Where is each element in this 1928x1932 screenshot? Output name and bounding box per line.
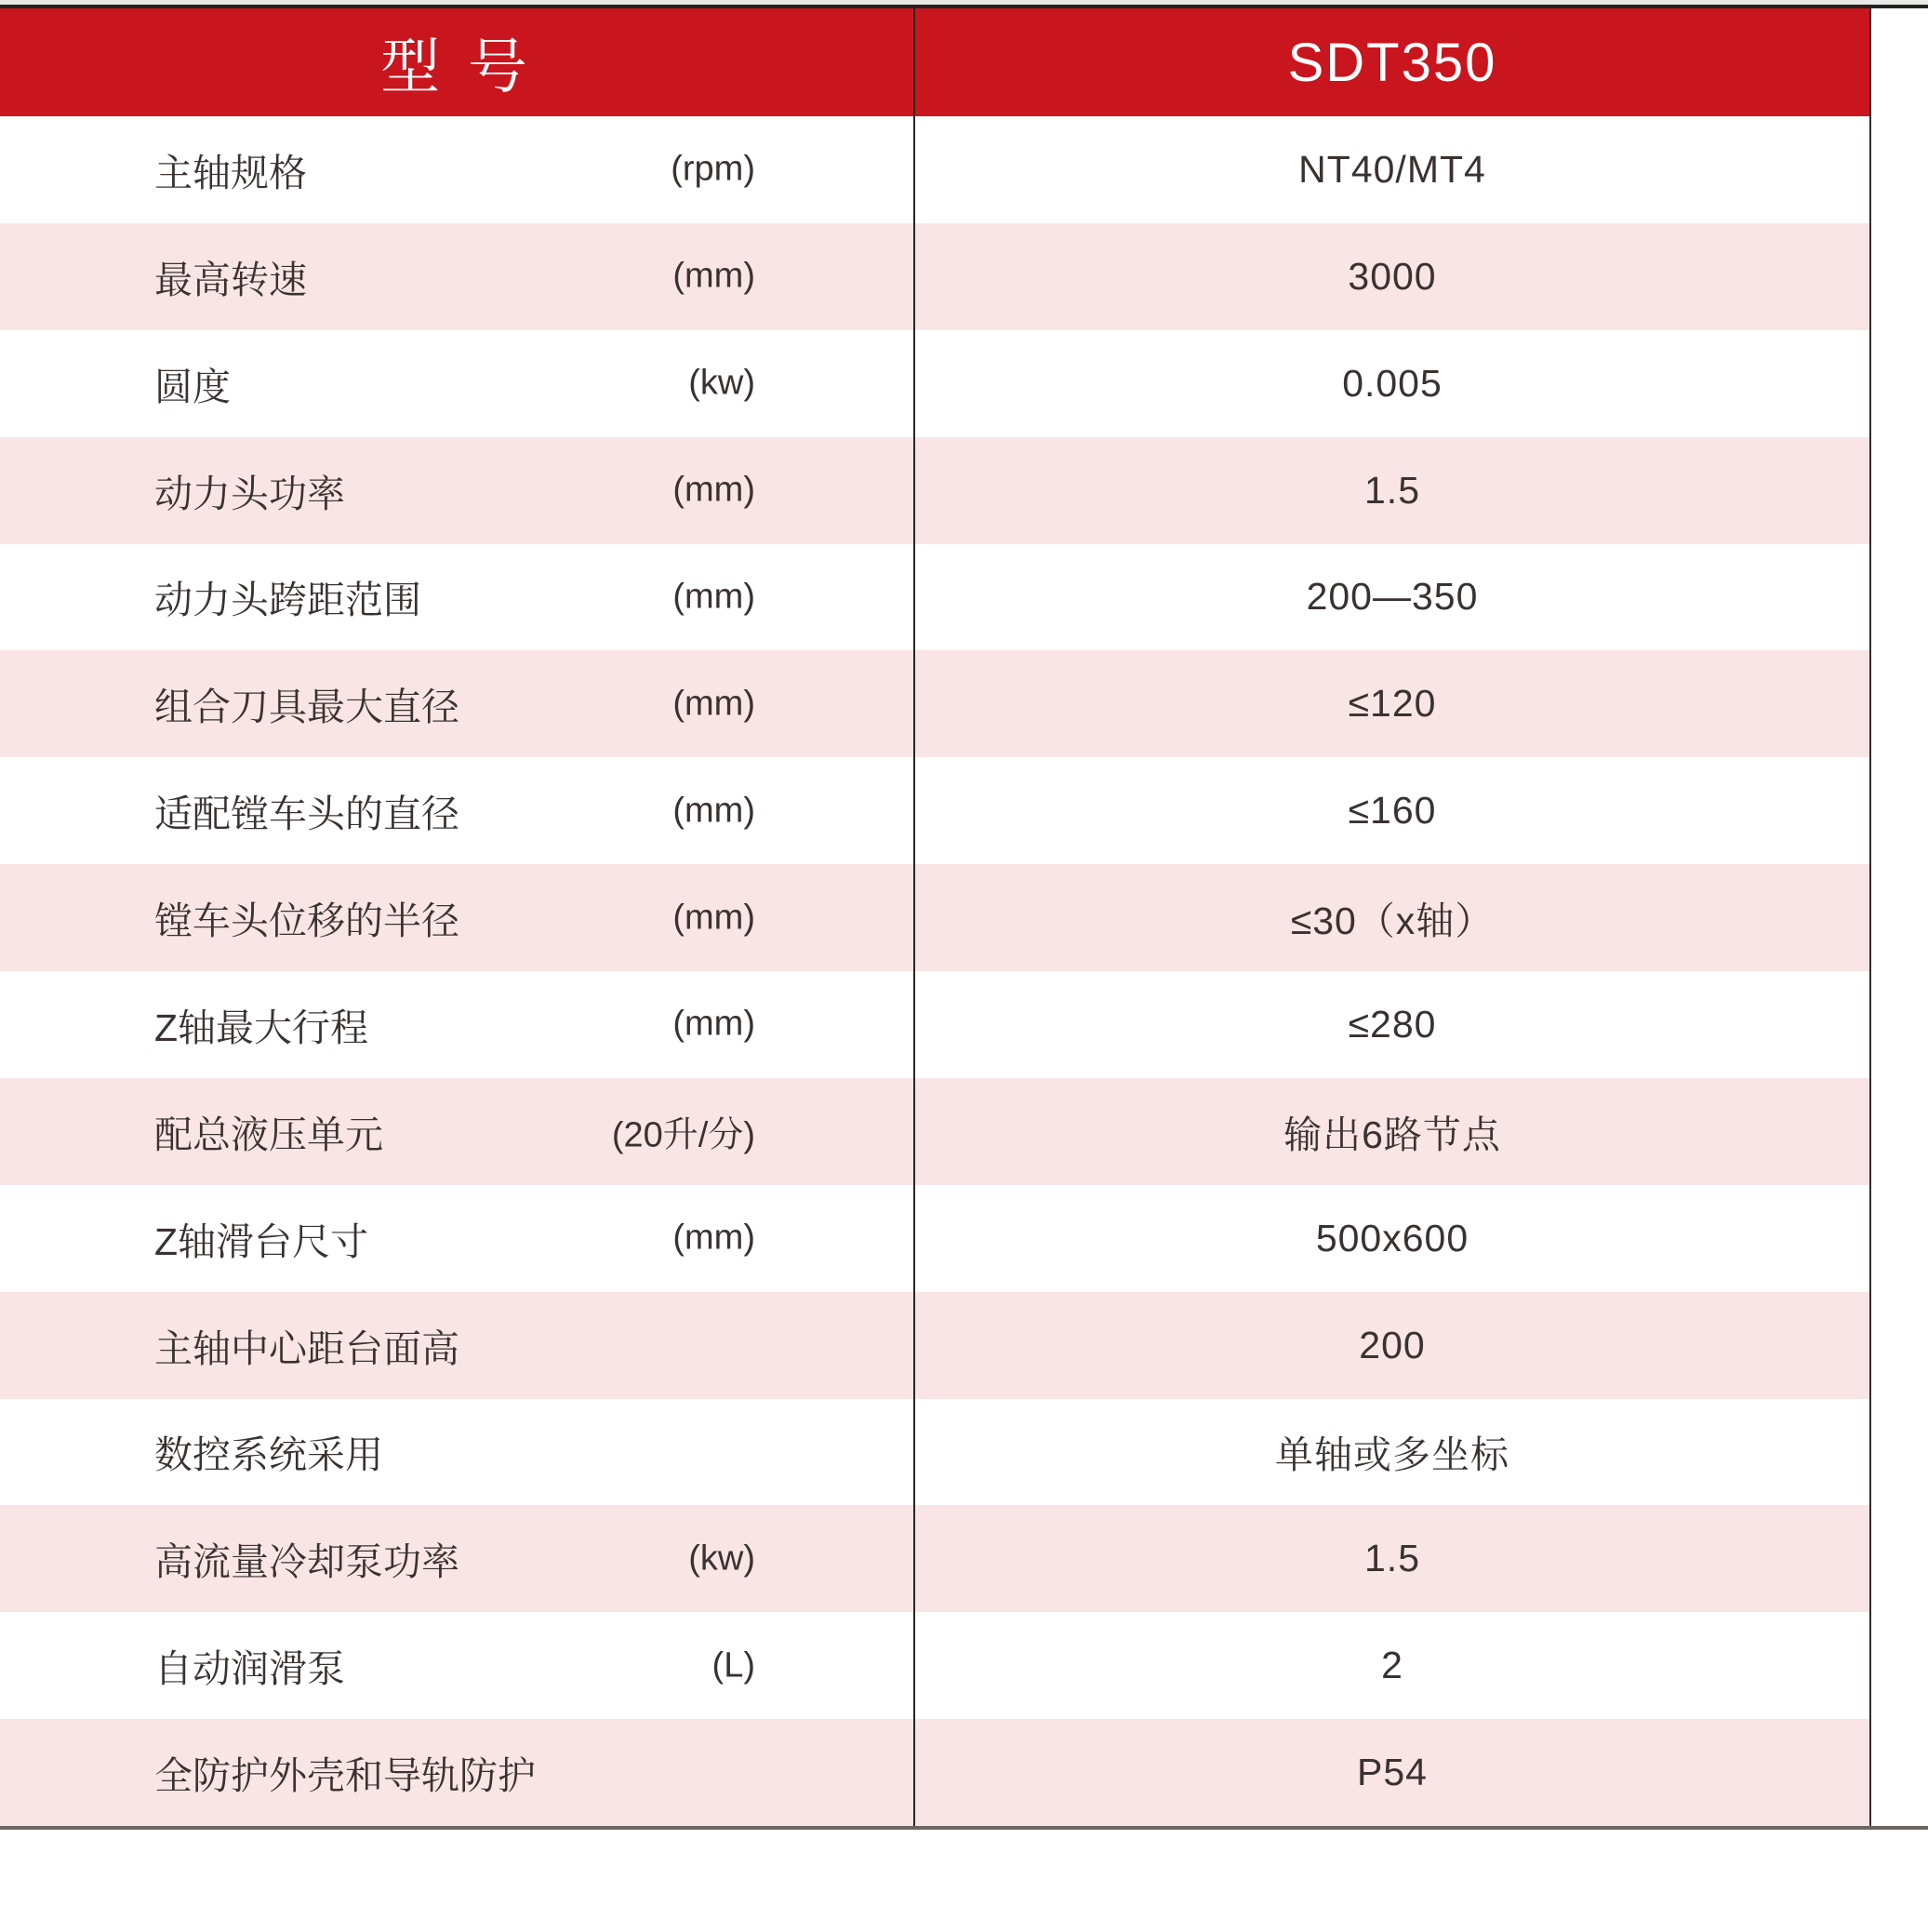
row-unit: (mm) [672, 791, 755, 831]
row-label-cell [0, 330, 915, 437]
spec-table [0, 8, 1871, 1826]
table-bottom-border [0, 1826, 1928, 1830]
table-row [0, 1292, 1869, 1399]
table-row [0, 116, 1869, 223]
table-row [0, 1612, 1869, 1719]
row-value-cell [915, 1719, 1869, 1826]
row-value-cell [915, 1399, 1869, 1506]
row-value-cell [915, 223, 1869, 330]
row-label-cell [0, 1399, 915, 1506]
row-value: ≤120 [1348, 682, 1437, 726]
row-label: Z轴滑台尺寸 [154, 1219, 369, 1263]
row-value-cell [915, 757, 1869, 864]
row-label-cell [0, 650, 915, 757]
row-unit: (mm) [672, 1004, 755, 1044]
table-row [0, 757, 1869, 864]
row-value: 1.5 [1364, 468, 1420, 512]
row-label-cell [0, 544, 915, 651]
table-row [0, 223, 1869, 330]
table-row [0, 330, 1869, 437]
row-label: 镗车头位移的半径 [154, 899, 459, 943]
row-value-cell [915, 1078, 1869, 1185]
row-value-cell [915, 1505, 1869, 1612]
model-header-label: 型 号 [380, 33, 533, 100]
table-row [0, 1078, 1869, 1185]
row-value: 200—350 [1306, 575, 1479, 619]
row-label: 全防护外壳和导轨防护 [154, 1754, 536, 1798]
row-value-cell [915, 971, 1869, 1078]
row-label: 动力头功率 [154, 472, 345, 515]
row-value: 3000 [1348, 254, 1437, 298]
table-row [0, 971, 1869, 1078]
table-row [0, 437, 1869, 544]
table-row [0, 650, 1869, 757]
row-label-cell [0, 223, 915, 330]
row-label: 配总液压单元 [154, 1113, 383, 1156]
row-value: 1.5 [1364, 1537, 1420, 1580]
model-value-cell [915, 8, 1869, 116]
row-label: 组合刀具最大直径 [154, 686, 459, 729]
row-label-cell [0, 971, 915, 1078]
table-row [0, 1185, 1869, 1292]
row-label: Z轴最大行程 [154, 1006, 369, 1049]
row-value-cell [915, 1185, 1869, 1292]
row-value: 0.005 [1342, 361, 1443, 405]
row-value-cell [915, 330, 1869, 437]
row-label: 动力头跨距范围 [154, 579, 421, 622]
row-label-cell [0, 1612, 915, 1719]
table-row [0, 864, 1869, 971]
row-unit: (L) [711, 1646, 755, 1686]
table-row [0, 544, 1869, 651]
row-label-cell [0, 1292, 915, 1399]
table-row [0, 1719, 1869, 1826]
row-value: ≤30（x轴） [1290, 899, 1495, 943]
row-label: 最高转速 [154, 258, 307, 301]
model-header-cell [0, 8, 915, 116]
row-value-cell [915, 116, 1869, 223]
table-row [0, 1399, 1869, 1506]
row-value: 输出6路节点 [1283, 1113, 1501, 1156]
row-value-cell [915, 437, 1869, 544]
row-unit: (mm) [672, 1218, 755, 1258]
row-unit: (kw) [688, 1539, 755, 1579]
row-value: 单轴或多坐标 [1275, 1433, 1509, 1477]
row-label-cell [0, 757, 915, 864]
row-value: 500x600 [1315, 1216, 1469, 1259]
table-body [0, 116, 1869, 1826]
row-value: P54 [1357, 1751, 1428, 1794]
row-label-cell [0, 1719, 915, 1826]
row-label: 圆度 [154, 365, 231, 408]
row-label: 适配镗车头的直径 [154, 793, 459, 836]
row-label-cell [0, 116, 915, 223]
row-value-cell [915, 544, 1869, 651]
row-unit: (mm) [672, 470, 755, 510]
model-value-label: SDT350 [1287, 32, 1497, 93]
row-value-cell [915, 1612, 1869, 1719]
row-label-cell [0, 1185, 915, 1292]
row-label: 主轴规格 [154, 151, 307, 194]
row-value-cell [915, 1292, 1869, 1399]
row-value-cell [915, 650, 1869, 757]
row-unit: (mm) [672, 898, 755, 938]
row-unit: (20升/分) [611, 1115, 755, 1155]
table-header-row [0, 8, 1869, 116]
row-value: ≤280 [1348, 1002, 1437, 1046]
row-label: 高流量冷却泵功率 [154, 1540, 459, 1584]
row-label: 主轴中心距台面高 [154, 1326, 459, 1370]
row-label-cell [0, 864, 915, 971]
row-label-cell [0, 1505, 915, 1612]
row-unit: (kw) [688, 363, 755, 403]
row-unit: (mm) [672, 577, 755, 617]
row-value: 2 [1381, 1644, 1403, 1687]
row-label-cell [0, 437, 915, 544]
row-value: 200 [1359, 1323, 1426, 1366]
row-value: ≤160 [1348, 789, 1437, 833]
row-unit: (mm) [672, 256, 755, 296]
row-value-cell [915, 864, 1869, 971]
row-label: 自动润滑泵 [154, 1647, 345, 1691]
table-row [0, 1505, 1869, 1612]
row-label-cell [0, 1078, 915, 1185]
row-unit: (rpm) [671, 149, 755, 189]
row-label: 数控系统采用 [154, 1433, 383, 1477]
row-value: NT40/MT4 [1298, 147, 1486, 191]
row-unit: (mm) [672, 684, 755, 724]
